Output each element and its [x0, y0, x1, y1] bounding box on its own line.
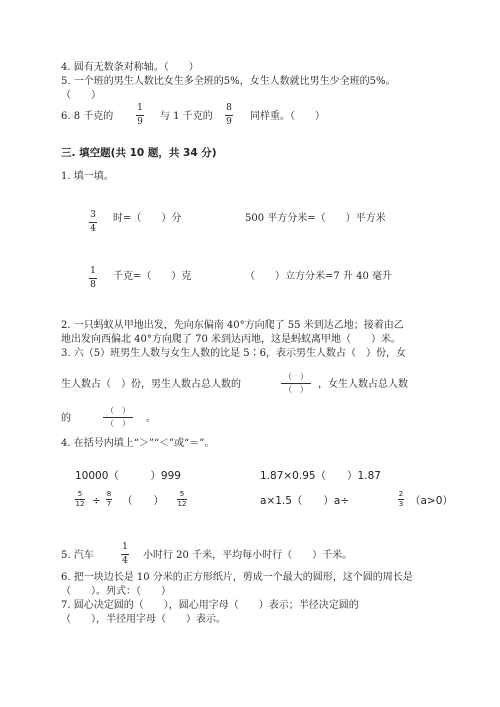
fraction-denominator: 4 — [122, 556, 128, 566]
fraction-numerator: 1 — [122, 542, 128, 552]
fill-5-suffix: 小时行 20 千米，平均每小时行（ ）千米。 — [143, 550, 353, 561]
fraction-denominator-blank: （ ） — [106, 419, 130, 428]
fraction-numerator: 1 — [90, 266, 96, 276]
fraction-numerator: 8 — [106, 490, 112, 498]
fraction-bar — [121, 554, 129, 555]
fill-3-blank-fraction-2 — [103, 407, 133, 428]
fill-3-line3b: 。 — [146, 413, 156, 424]
fill-4-title: 4. 在括号内填上“＞”“＜”或“＝”。 — [61, 438, 215, 449]
fill-2-line2: 地出发向西偏北 40°方向爬了 70 米到达丙地，这是蚂蚁离甲地（ ）米。 — [61, 334, 401, 345]
fill-7-line2: （ ），半径用字母（ ）表示。 — [61, 614, 226, 625]
fraction-bar — [89, 278, 97, 279]
question-5-line1: 5. 一个班的男生人数比女生多全班的5%，女生人数就比男生少全班的5%。 — [61, 76, 396, 87]
fill-1c-text: 千克=（ ）克 — [113, 271, 192, 282]
question-6-suffix: 同样重。（ ） — [250, 111, 325, 122]
fill-1b-text: 500 平方分米=（ ）平方米 — [245, 213, 386, 224]
fraction-numerator-blank: （ ） — [106, 406, 130, 415]
fill-1a-fraction — [89, 211, 97, 234]
fill-4-divide-sign: ÷ — [92, 495, 101, 507]
fill-4-fraction-3 — [177, 491, 187, 508]
fraction-denominator: 8 — [90, 280, 96, 290]
fraction-numerator: 1 — [137, 103, 143, 113]
fraction-denominator: 12 — [75, 500, 85, 508]
fraction-bar — [281, 383, 311, 384]
fraction-denominator: 9 — [226, 117, 232, 127]
fill-3-line3a: 的 — [61, 413, 71, 424]
fraction-denominator: 3 — [398, 500, 404, 508]
question-6-fraction-1 — [136, 104, 144, 127]
fill-1a-text: 时=（ ）分 — [113, 213, 182, 224]
fill-3-line1: 3. 六（5）班男生人数与女生人数的比是 5∶6，表示男生人数占（ ）份，女 — [61, 348, 406, 359]
question-6-prefix: 6. 8 千克的 — [61, 111, 114, 122]
fill-3-line2a: 生人数占（ ）份，男生人数占总人数的 — [61, 379, 241, 390]
question-6-middle: 与 1 千克的 — [160, 111, 213, 122]
question-5-line2: （ ） — [61, 90, 101, 101]
fraction-numerator-blank: （ ） — [284, 372, 308, 381]
fill-4-row1a: 10000（ ）999 — [75, 470, 181, 482]
fill-4-fraction-1 — [75, 491, 85, 508]
fraction-numerator: 5 — [179, 490, 185, 498]
fill-3-line2b: ，女生人数占总人数 — [318, 379, 408, 390]
fill-4-row2-paren: （ ） — [122, 495, 164, 507]
fraction-bar — [89, 222, 97, 223]
fraction-bar — [136, 115, 144, 116]
fraction-numerator: 8 — [226, 103, 232, 113]
fraction-denominator: 4 — [90, 224, 96, 234]
fraction-bar — [103, 417, 133, 418]
question-6-fraction-2 — [225, 104, 233, 127]
fill-4-row2b-tail: （a>0） — [410, 495, 453, 507]
fill-7-line1: 7. 圆心决定圆的（ ），圆心用字母（ ）表示；半径决定圆的 — [61, 600, 359, 611]
fraction-denominator-blank: （ ） — [284, 385, 308, 394]
fill-2-line1: 2. 一只蚂蚁从甲地出发，先向东偏南 40°方向爬了 55 米到达乙地；接着由乙 — [61, 320, 404, 331]
fill-1d-text: （ ）立方分米=7 升 40 毫升 — [245, 271, 393, 282]
fill-6-line1: 6. 把一块边长是 10 分米的正方形纸片，剪成一个最大的圆形，这个圆的周长是 — [61, 572, 413, 583]
fraction-denominator: 7 — [106, 500, 112, 508]
fill-5-fraction — [121, 543, 129, 566]
fraction-denominator: 12 — [177, 500, 187, 508]
question-4: 4. 圆有无数条对称轴。（ ） — [61, 62, 199, 73]
fill-5-prefix: 5. 汽车 — [61, 550, 94, 561]
fill-4-fraction-4 — [398, 491, 404, 508]
fraction-denominator: 9 — [137, 117, 143, 127]
fill-4-fraction-2 — [106, 491, 112, 508]
section-title: 三. 填空题(共 10 题，共 34 分) — [61, 147, 217, 159]
fill-4-row2b: a×1.5（ ）a÷ — [260, 495, 350, 507]
fill-1c-fraction — [89, 267, 97, 290]
fraction-bar — [225, 115, 233, 116]
fill-1-title: 1. 填一填。 — [61, 171, 114, 182]
fraction-numerator: 5 — [77, 490, 83, 498]
fill-3-blank-fraction-1 — [281, 373, 311, 394]
fill-6-line2: （ ）。列式：（ ） — [61, 586, 171, 597]
fraction-numerator: 2 — [398, 490, 404, 498]
fraction-numerator: 3 — [90, 210, 96, 220]
fill-4-row1b: 1.87×0.95（ ）1.87 — [260, 470, 381, 482]
